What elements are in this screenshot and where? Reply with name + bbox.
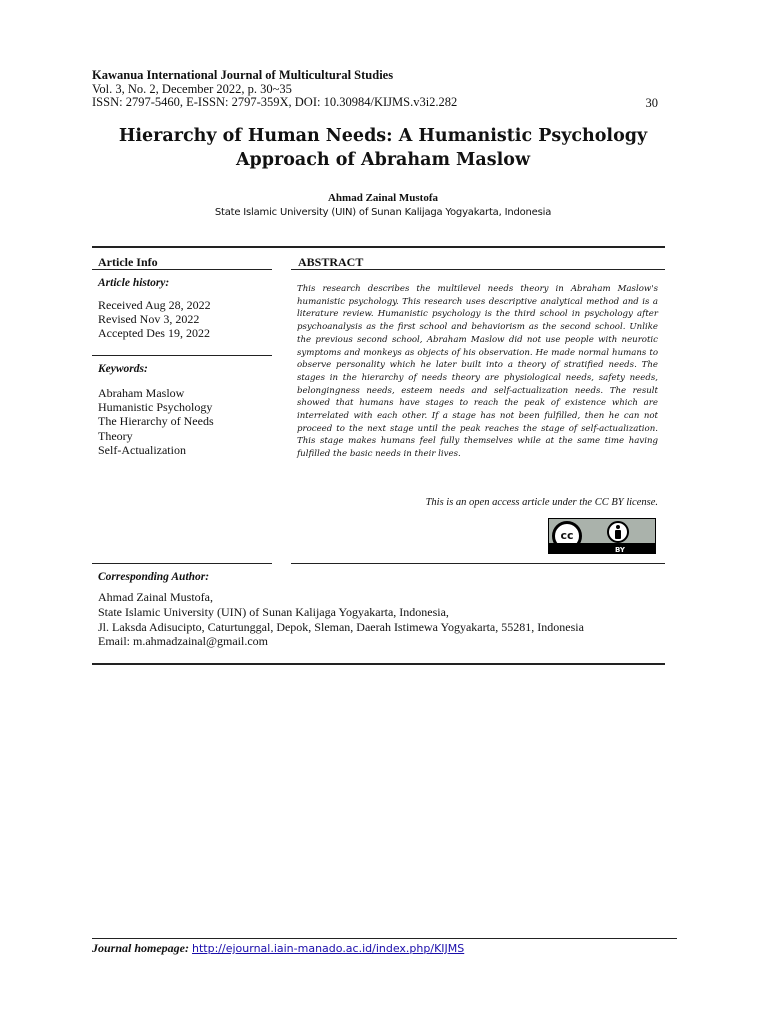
cc-by-label: BY: [614, 546, 625, 554]
corr-name: Ahmad Zainal Mustofa,: [98, 590, 213, 604]
keyword-item: Theory: [98, 428, 133, 443]
license-note: This is an open access article under the CC BY license.: [425, 497, 658, 508]
article-history-heading: Article history:: [98, 277, 170, 289]
history-accepted: Accepted Des 19, 2022: [98, 326, 210, 341]
corr-email: Email: m.ahmadzainal@gmail.com: [98, 634, 268, 649]
title-line-1: Hierarchy of Human Needs: A Humanistic Psychology: [118, 126, 648, 146]
issn-line: ISSN: 2797-5460, E-ISSN: 2797-359X, DOI: 10.30984/KIJMS.v3i2.282: [92, 95, 458, 109]
author-affiliation: State Islamic University (UIN) of Sunan Kalijaga Yogyakarta, Indonesia: [214, 207, 552, 218]
corr-institution: State Islamic University (UIN) of Sunan Kalijaga Yogyakarta, Indonesia,: [98, 604, 449, 619]
title-line-2: Approach of Abraham Maslow: [235, 150, 531, 170]
journal-name: Kawanua International Journal of Multicultural Studies: [92, 68, 394, 82]
article-history-list: [98, 298, 211, 341]
corresponding-author-details: [98, 590, 584, 649]
keyword-item: Self-Actualization: [98, 442, 186, 457]
cc-by-license-badge[interactable]: [548, 518, 656, 554]
homepage-link[interactable]: http://ejournal.iain-manado.ac.id/index.php/KIJMS: [192, 942, 465, 955]
journal-homepage-footer: [92, 941, 464, 956]
journal-header: [92, 69, 457, 110]
keyword-item: The Hierarchy of Needs: [98, 414, 214, 429]
bottom-rule: [92, 663, 665, 665]
homepage-label: Journal homepage:: [92, 941, 190, 955]
top-rule: [92, 246, 665, 248]
article-info-heading: Article Info: [98, 255, 158, 269]
footer-rule: [92, 938, 677, 939]
creative-commons-icon: cc: [552, 521, 582, 551]
page-number: 30: [645, 96, 658, 110]
abstract-heading: ABSTRACT: [298, 255, 364, 269]
corresponding-rule-right: [291, 563, 665, 564]
volume-line: Vol. 3, No. 2, December 2022, p. 30~35: [92, 81, 292, 96]
keyword-item: Abraham Maslow: [98, 386, 185, 400]
keywords-heading: Keywords:: [98, 363, 148, 375]
history-revised: Revised Nov 3, 2022: [98, 312, 200, 327]
keyword-item: Humanistic Psychology: [98, 400, 213, 415]
keywords-list: [98, 386, 214, 457]
paper-title: [92, 124, 674, 172]
attribution-person-icon: [607, 521, 629, 543]
keywords-rule: [92, 355, 272, 356]
author-name: Ahmad Zainal Mustofa: [327, 192, 439, 204]
abstract-text: This research describes the multilevel needs theory in Abraham Maslow's humanistic psychology. This research uses descriptive analytical method and is a literature review. Humanistic psychology is the third school in psychology after psychoanalysis as the first school and behaviorism as the second school. Unlike the previous second school, Abraham Maslow did not use people with neurotic symptoms and monkeys as objects of his observation. He made normal humans to observe personality which he later built into a theory of stratified needs. The stages in the hierarchy of needs theory are physiological needs, safety needs, belongingness needs, esteem needs and self-actualization needs. The result showed that humans have stages to reach the peak of existence which are interrelated with each other. If a stage has not been fulfilled, then he can not proceed to the next stage until the peak reaches the stage of self-actualization. This stage makes humans feel fully themselves while at the same time having fulfilled the basic needs in their lives.: [297, 284, 658, 460]
corresponding-author-heading: Corresponding Author:: [98, 571, 210, 583]
corr-address: Jl. Laksda Adisucipto, Caturtunggal, Depok, Sleman, Daerah Istimewa Yogyakarta, 55281, Indonesia: [98, 619, 584, 634]
history-received: Received Aug 28, 2022: [98, 298, 211, 312]
corresponding-rule-left: [92, 563, 272, 564]
